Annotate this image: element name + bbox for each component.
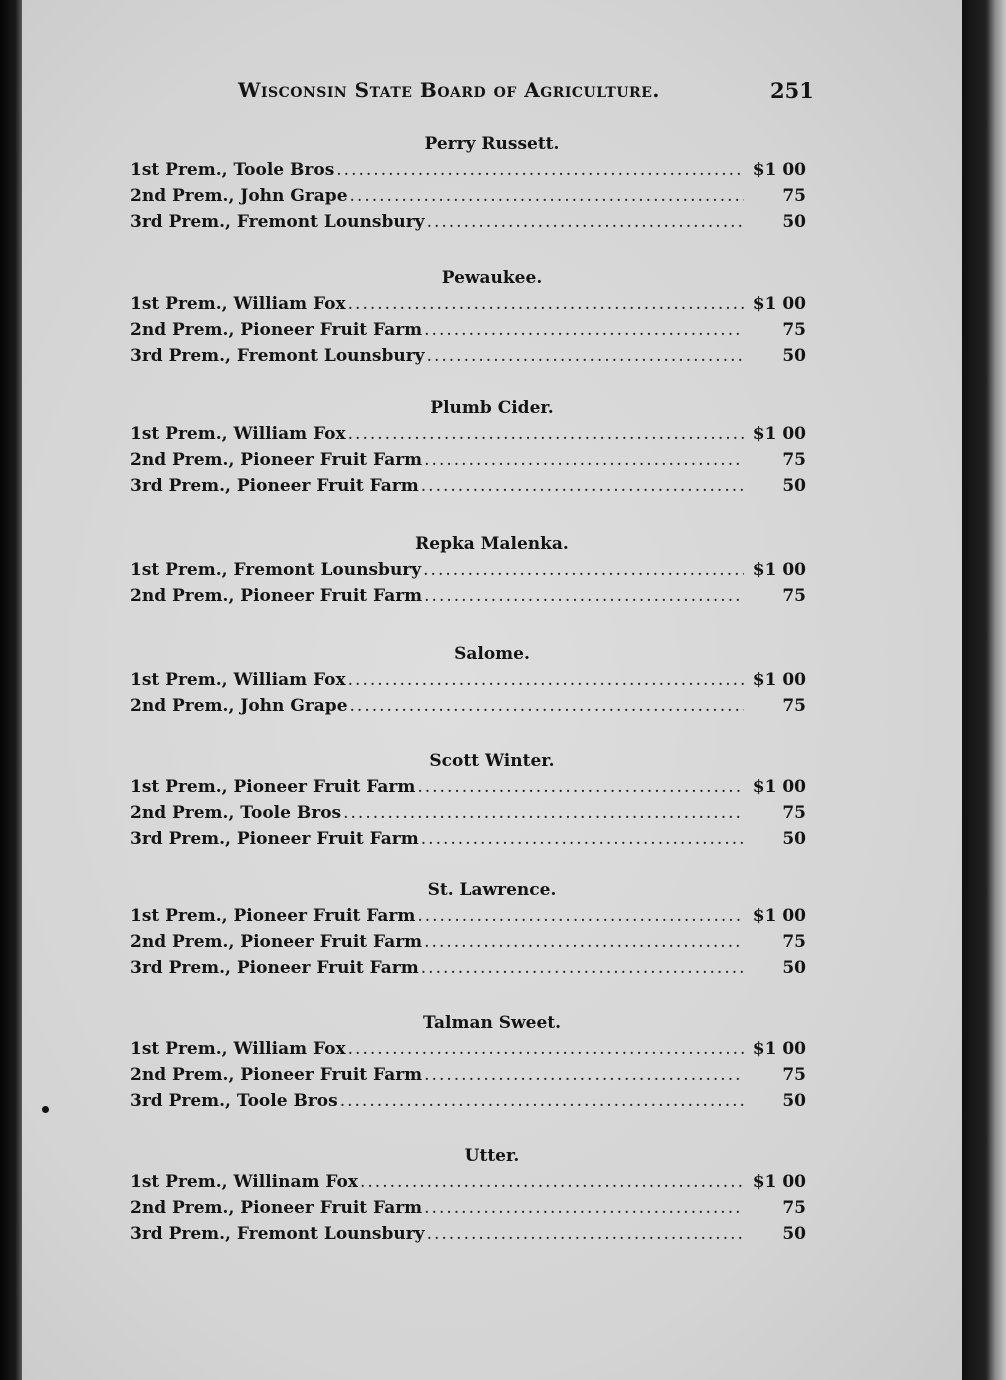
premium-entry xyxy=(130,777,806,801)
leader-dots xyxy=(348,670,744,690)
leader-dots xyxy=(424,1065,744,1085)
premium-entry xyxy=(130,160,806,184)
leader-dots xyxy=(427,1224,744,1244)
entry-amount: 75 xyxy=(782,696,806,716)
entry-label: 1st Prem., William Fox xyxy=(130,424,346,444)
entry-label: 2nd Prem., Pioneer Fruit Farm xyxy=(130,586,423,606)
entry-amount: 50 xyxy=(782,212,806,232)
section-title: Plumb Cider. xyxy=(430,398,554,418)
premium-entry xyxy=(130,424,806,448)
premium-entry xyxy=(130,294,806,318)
entry-amount: $1 00 xyxy=(752,424,806,444)
entry-amount: $1 00 xyxy=(752,160,806,180)
premium-entry xyxy=(130,1065,806,1089)
section-title: St. Lawrence. xyxy=(427,880,557,900)
entry-label: 2nd Prem., Toole Bros xyxy=(130,803,342,823)
section-title: Scott Winter. xyxy=(429,751,555,771)
entry-amount: 75 xyxy=(782,1198,806,1218)
leader-dots xyxy=(424,320,744,340)
section-title: Perry Russett. xyxy=(424,134,560,154)
entry-amount: 75 xyxy=(782,803,806,823)
leader-dots xyxy=(348,294,744,314)
entry-amount: $1 00 xyxy=(752,560,806,580)
entry-amount: 50 xyxy=(782,829,806,849)
premium-entry xyxy=(130,186,806,210)
premium-entry xyxy=(130,803,806,827)
leader-dots xyxy=(348,424,744,444)
leader-dots xyxy=(424,1198,744,1218)
entry-amount: 50 xyxy=(782,346,806,366)
header-title: Wisconsin State Board of Agriculture. xyxy=(238,78,660,102)
leader-dots xyxy=(421,476,744,496)
entry-label: 1st Prem., Fremont Lounsbury xyxy=(130,560,422,580)
entry-label: 3rd Prem., Pioneer Fruit Farm xyxy=(130,476,419,496)
book-page xyxy=(22,0,962,1380)
leader-dots xyxy=(343,803,744,823)
premium-entry xyxy=(130,212,806,236)
entry-amount: 75 xyxy=(782,932,806,952)
premium-entry xyxy=(130,1091,806,1115)
entry-label: 2nd Prem., Pioneer Fruit Farm xyxy=(130,1065,423,1085)
entry-label: 1st Prem., Toole Bros xyxy=(130,160,335,180)
leader-dots xyxy=(350,186,744,206)
scan-border-left xyxy=(0,0,22,1380)
premium-entry xyxy=(130,1224,806,1248)
entry-label: 2nd Prem., Pioneer Fruit Farm xyxy=(130,450,423,470)
section-title: Talman Sweet. xyxy=(422,1013,562,1033)
entry-amount: 50 xyxy=(782,476,806,496)
leader-dots xyxy=(350,696,744,716)
entry-label: 1st Prem., William Fox xyxy=(130,1039,346,1059)
premium-entry xyxy=(130,320,806,344)
premium-entry xyxy=(130,829,806,853)
entry-amount: $1 00 xyxy=(752,1172,806,1192)
leader-dots xyxy=(424,586,744,606)
premium-entry xyxy=(130,670,806,694)
entry-amount: 75 xyxy=(782,450,806,470)
premium-entry xyxy=(130,906,806,930)
entry-label: 2nd Prem., Pioneer Fruit Farm xyxy=(130,1198,423,1218)
leader-dots xyxy=(421,829,744,849)
section-title: Utter. xyxy=(464,1146,520,1166)
scan-border-right xyxy=(962,0,1006,1380)
entry-label: 3rd Prem., Toole Bros xyxy=(130,1091,338,1111)
premium-entry xyxy=(130,958,806,982)
premium-entry xyxy=(130,1198,806,1222)
entry-label: 3rd Prem., Fremont Lounsbury xyxy=(130,212,425,232)
premium-entry xyxy=(130,932,806,956)
entry-label: 2nd Prem., Pioneer Fruit Farm xyxy=(130,320,423,340)
entry-label: 3rd Prem., Fremont Lounsbury xyxy=(130,1224,425,1244)
entry-amount: $1 00 xyxy=(752,294,806,314)
leader-dots xyxy=(336,160,744,180)
entry-label: 1st Prem., Willinam Fox xyxy=(130,1172,358,1192)
entry-amount: 50 xyxy=(782,1224,806,1244)
section-title: Pewaukee. xyxy=(441,268,543,288)
entry-label: 2nd Prem., John Grape xyxy=(130,186,348,206)
entry-amount: 50 xyxy=(782,958,806,978)
premium-entry xyxy=(130,476,806,500)
premium-entry xyxy=(130,450,806,474)
leader-dots xyxy=(424,932,744,952)
premium-entry xyxy=(130,1172,806,1196)
entry-amount: 50 xyxy=(782,1091,806,1111)
entry-label: 3rd Prem., Pioneer Fruit Farm xyxy=(130,958,419,978)
entry-amount: $1 00 xyxy=(752,777,806,797)
entry-amount: $1 00 xyxy=(752,1039,806,1059)
entry-label: 3rd Prem., Pioneer Fruit Farm xyxy=(130,829,419,849)
entry-label: 1st Prem., William Fox xyxy=(130,670,346,690)
entry-amount: 75 xyxy=(782,186,806,206)
entry-label: 2nd Prem., Pioneer Fruit Farm xyxy=(130,932,423,952)
entry-label: 3rd Prem., Fremont Lounsbury xyxy=(130,346,425,366)
premium-entry xyxy=(130,560,806,584)
entry-amount: $1 00 xyxy=(752,670,806,690)
leader-dots xyxy=(360,1172,744,1192)
leader-dots xyxy=(417,906,744,926)
section-title: Salome. xyxy=(454,644,530,664)
entry-label: 1st Prem., William Fox xyxy=(130,294,346,314)
premium-entry xyxy=(130,346,806,370)
leader-dots xyxy=(424,450,744,470)
entry-amount: 75 xyxy=(782,320,806,340)
leader-dots xyxy=(427,346,744,366)
running-header xyxy=(22,72,962,112)
premium-entry xyxy=(130,696,806,720)
leader-dots xyxy=(348,1039,744,1059)
ink-speck xyxy=(42,1106,49,1113)
leader-dots xyxy=(427,212,744,232)
entry-amount: 75 xyxy=(782,586,806,606)
section-title: Repka Malenka. xyxy=(415,534,569,554)
leader-dots xyxy=(421,958,744,978)
leader-dots xyxy=(423,560,744,580)
leader-dots xyxy=(340,1091,744,1111)
premium-entry xyxy=(130,586,806,610)
premium-entry xyxy=(130,1039,806,1063)
entry-label: 2nd Prem., John Grape xyxy=(130,696,348,716)
entry-label: 1st Prem., Pioneer Fruit Farm xyxy=(130,777,416,797)
entry-amount: 75 xyxy=(782,1065,806,1085)
entry-label: 1st Prem., Pioneer Fruit Farm xyxy=(130,906,416,926)
page-number: 251 xyxy=(770,78,814,103)
entry-amount: $1 00 xyxy=(752,906,806,926)
leader-dots xyxy=(417,777,744,797)
